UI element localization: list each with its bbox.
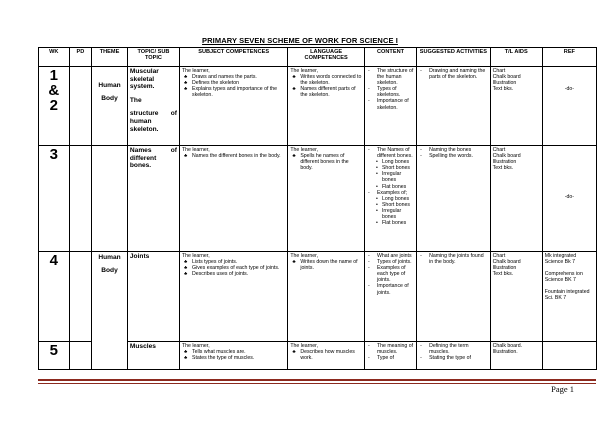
footer-rule-thin: [38, 383, 596, 384]
list-item: ♣ Lists types of joints.: [182, 259, 285, 265]
aid-item: Chalk board: [492, 153, 521, 160]
learner-intro: The learner,: [182, 147, 210, 153]
list-item: ♣ Describes how muscles work.: [290, 349, 362, 361]
subject-competences-cell: [180, 67, 288, 146]
list-item: ♣ States the type of muscles.: [182, 355, 285, 361]
list-item: ♣ Describes uses of joints.: [182, 271, 285, 277]
topic-cell: [127, 342, 179, 370]
aid-item: Text bks.: [492, 271, 514, 278]
header-pd: PD: [69, 48, 91, 67]
topic-text: Names of: [129, 147, 177, 154]
theme-cell: [92, 146, 128, 252]
list-item: • Flat bones: [367, 184, 414, 190]
topic-text: Joints: [129, 253, 150, 260]
list-item: • Flat bones: [367, 220, 414, 226]
learner-intro: The learner,: [182, 68, 210, 74]
activities-cell: [417, 252, 491, 342]
header-subject-competences: SUBJECT COMPETENCES: [180, 48, 288, 67]
topic-cell: [127, 67, 179, 146]
subtopic-text: human: [129, 117, 152, 125]
aids-cell: [490, 67, 542, 146]
list-item: - The Names of different bones.: [367, 147, 414, 159]
header-ref: REF: [542, 48, 596, 67]
list-item: ♣ Explains types and importance of the skeleton.: [182, 86, 285, 98]
content-cell: [364, 342, 416, 370]
topic-cell: [127, 146, 179, 252]
week-cell: [39, 67, 70, 146]
ref-text: Mk integrated Science Bk 7: [544, 253, 577, 266]
list-item: • Irregular bones: [367, 171, 414, 183]
subject-competences-cell: [180, 342, 288, 370]
ref-cell: [542, 342, 596, 370]
aid-item: Chart: [492, 253, 506, 259]
activities-cell: [417, 342, 491, 370]
learner-intro: The learner,: [182, 253, 210, 259]
ref-cell: [542, 146, 596, 252]
table-header-row: [39, 48, 597, 67]
list-item: • Long bones: [367, 196, 414, 202]
aid-item: Text bks.: [492, 165, 514, 172]
theme-text: Human: [98, 82, 121, 89]
topic-text: Muscular: [129, 68, 159, 75]
header-tl-aids: T/L AIDS: [490, 48, 542, 67]
theme-cell: [92, 252, 128, 370]
period-cell: [69, 67, 91, 146]
aids-cell: [490, 342, 542, 370]
content-cell: [364, 67, 416, 146]
list-item: - Drawing and naming the parts of the skeleton.: [419, 68, 488, 80]
aid-item: Chalk board: [492, 74, 521, 81]
period-cell: [69, 252, 91, 342]
list-item: • Irregular bones: [367, 208, 414, 220]
list-item: ♣ Names different parts of the skeleton.: [290, 86, 362, 98]
list-item: - Naming the bones: [419, 147, 488, 153]
list-item: - The structure of the human skeleton.: [367, 68, 414, 86]
period-cell: [69, 342, 91, 370]
header-theme: THEME: [92, 48, 128, 67]
language-competences-cell: [288, 67, 365, 146]
list-item: - Examples of each type of joints.: [367, 265, 414, 283]
theme-text: Body: [101, 95, 118, 102]
list-item: - Types of skeletons.: [367, 86, 414, 98]
aid-item: Illustration.: [492, 349, 518, 356]
list-item: ♣ Tells what muscles are.: [182, 349, 285, 355]
list-item: - Importance of joints.: [367, 283, 414, 295]
aid-item: Chalk board: [492, 259, 521, 266]
table-row: [39, 252, 597, 342]
subject-competences-cell: [180, 146, 288, 252]
content-cell: [364, 146, 416, 252]
list-item: - Importance of skeleton.: [367, 98, 414, 110]
theme-cell: [92, 67, 128, 146]
ref-text: -do-: [564, 194, 574, 200]
language-competences-cell: [288, 342, 365, 370]
ref-cell: [542, 67, 596, 146]
list-item: • Short bones: [367, 202, 414, 208]
scheme-of-work-table: [38, 47, 597, 370]
activities-cell: [417, 146, 491, 252]
header-wk: WK: [39, 48, 70, 67]
topic-text: system.: [129, 83, 155, 91]
aid-item: Illustration: [492, 159, 517, 166]
week-number: 4: [49, 252, 58, 269]
theme-text: Human: [98, 254, 121, 261]
content-cell: [364, 252, 416, 342]
list-item: - Naming the joints found in the body.: [419, 253, 488, 265]
page-number: Page 1: [551, 384, 574, 394]
learner-intro: The learner,: [290, 147, 319, 153]
week-number: 2: [49, 97, 58, 114]
week-cell: [39, 146, 70, 252]
subject-competences-cell: [180, 252, 288, 342]
language-competences-cell: [288, 146, 365, 252]
topic-text: Muscles: [129, 343, 156, 350]
list-item: ♣ Names the different bones in the body.: [182, 153, 285, 159]
subtopic-text: The: [129, 96, 142, 104]
aid-item: Illustration: [492, 80, 517, 87]
aid-item: Text bks.: [492, 86, 514, 93]
page-title: PRIMARY SEVEN SCHEME OF WORK FOR SCIENCE I: [202, 36, 398, 45]
header-suggested-activities: SUGGESTED ACTIVITIES: [417, 48, 491, 67]
list-item: - Examples of;: [367, 190, 414, 196]
aids-cell: [490, 252, 542, 342]
table-row: [39, 146, 597, 252]
ref-text: Comprehens ion Science BK 7: [544, 271, 583, 284]
list-item: ♣ Spells he names of different bones in the body.: [290, 153, 362, 171]
learner-intro: The learner,: [290, 253, 319, 259]
list-item: ♣ Gives examples of each type of joints.: [182, 265, 285, 271]
aid-item: Chart: [492, 68, 506, 74]
learner-intro: The learner,: [290, 68, 319, 74]
theme-text: Body: [101, 267, 118, 274]
ref-cell: [542, 252, 596, 342]
topic-text: different: [129, 154, 157, 162]
learner-intro: The learner,: [182, 343, 210, 349]
week-number: &: [48, 82, 60, 99]
aid-item: Chalk board.: [492, 343, 523, 349]
header-content: CONTENT: [364, 48, 416, 67]
list-item: - Stating the type of: [419, 355, 488, 361]
footer-rule: [38, 379, 596, 381]
list-item: - Type of: [367, 355, 414, 361]
week-number: 3: [49, 146, 58, 163]
list-item: ♣ Draws and names the parts.: [182, 74, 285, 80]
list-item: - Spelling the words.: [419, 153, 488, 159]
list-item: - Defining the term muscles.: [419, 343, 488, 355]
header-topic: TOPIC/ SUB TOPIC: [127, 48, 179, 67]
week-number: 5: [49, 342, 58, 359]
topic-cell: [127, 252, 179, 342]
list-item: • Long bones: [367, 159, 414, 165]
subtopic-text: skeleton.: [129, 125, 159, 133]
ref-text: -do-: [564, 86, 574, 92]
week-cell: [39, 342, 70, 370]
subtopic-text: structure of: [129, 110, 177, 118]
topic-text: bones.: [129, 162, 152, 170]
list-item: ♣ Defines the skeleton: [182, 80, 285, 86]
table-row: [39, 67, 597, 146]
ref-text: Fountain integrated Sci. BK 7: [544, 289, 590, 302]
week-number: 1: [49, 67, 58, 84]
list-item: - Types of joints.: [367, 259, 414, 265]
list-item: ♣ Writes words connected to the skeleton.: [290, 74, 362, 86]
week-cell: [39, 252, 70, 342]
period-cell: [69, 146, 91, 252]
header-language-competences: LANGUAGE COMPETENCES: [288, 48, 365, 67]
activities-cell: [417, 67, 491, 146]
list-item: • Short bones: [367, 165, 414, 171]
list-item: - What are joints: [367, 253, 414, 259]
list-item: - The meaning of muscles.: [367, 343, 414, 355]
aids-cell: [490, 146, 542, 252]
list-item: ♣ Writes down the name of joints.: [290, 259, 362, 271]
language-competences-cell: [288, 252, 365, 342]
topic-text: skeletal: [129, 75, 155, 83]
aid-item: Illustration: [492, 265, 517, 272]
learner-intro: The learner,: [290, 343, 319, 349]
aid-item: Chart: [492, 147, 506, 153]
